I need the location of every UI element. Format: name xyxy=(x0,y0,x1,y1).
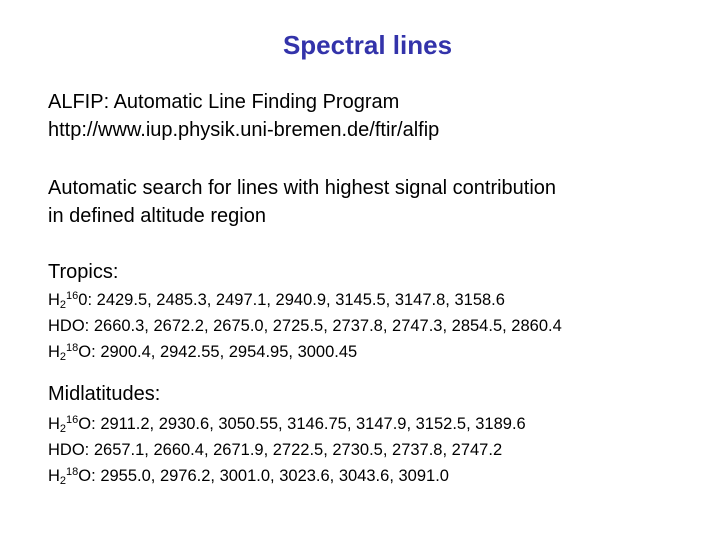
tropics-h2o16-line xyxy=(48,287,562,313)
line-values: 2900.4, 2942.55, 2954.95, 3000.45 xyxy=(100,343,358,361)
tropics-h2o18-line xyxy=(48,339,562,365)
formula-suffix: O: xyxy=(78,343,96,361)
midlatitudes-h2o16-line xyxy=(48,411,526,437)
formula-subscript: 2 xyxy=(59,299,67,311)
line-values: 2955.0, 2976.2, 3001.0, 3023.6, 3043.6, 3091.0 xyxy=(100,467,449,485)
formula-base: H xyxy=(48,415,60,433)
formula-base: H xyxy=(48,467,60,485)
formula-suffix: O: xyxy=(78,415,96,433)
line-values: 2911.2, 2930.6, 3050.55, 3146.75, 3147.9, 3152.5, 3189.6 xyxy=(100,415,526,433)
line-values: 2657.1, 2660.4, 2671.9, 2722.5, 2730.5, 2737.8, 2747.2 xyxy=(93,441,503,459)
formula-suffix: O: xyxy=(78,467,96,485)
description-line-2: in defined altitude region xyxy=(48,205,266,227)
line-values: 2429.5, 2485.3, 2497.1, 2940.9, 3145.5, 3147.8, 3158.6 xyxy=(96,291,505,309)
midlatitudes-h2o18-line xyxy=(48,463,526,489)
line-values: 2660.3, 2672.2, 2675.0, 2725.5, 2737.8, 2747.3, 2854.5, 2860.4 xyxy=(93,317,562,335)
tropics-hdo-line xyxy=(48,313,562,339)
species-label: HDO: xyxy=(48,441,90,459)
tropics-heading: Tropics: xyxy=(48,261,119,283)
description-line-1: Automatic search for lines with highest signal contribution xyxy=(48,177,557,199)
tropics-lines xyxy=(48,287,562,365)
formula-suffix: 0: xyxy=(78,291,93,309)
program-url: http://www.iup.physik.uni-bremen.de/ftir/alfip xyxy=(48,119,440,141)
formula-base: H xyxy=(48,343,60,361)
page-title: Spectral lines xyxy=(282,30,453,60)
midlatitudes-lines xyxy=(48,411,526,489)
midlatitudes-heading: Midlatitudes: xyxy=(48,383,161,405)
formula-superscript: 18 xyxy=(66,342,79,354)
intro-paragraph xyxy=(48,88,439,144)
formula-superscript: 16 xyxy=(66,414,79,426)
species-label: HDO: xyxy=(48,317,90,335)
formula-subscript: 2 xyxy=(59,351,67,363)
program-name: ALFIP: Automatic Line Finding Program xyxy=(48,91,400,113)
formula-subscript: 2 xyxy=(59,475,67,487)
formula-superscript: 18 xyxy=(66,466,79,478)
formula-subscript: 2 xyxy=(59,423,67,435)
formula-superscript: 16 xyxy=(66,290,79,302)
description-paragraph xyxy=(48,174,556,230)
formula-base: H xyxy=(48,291,60,309)
midlatitudes-hdo-line xyxy=(48,437,526,463)
